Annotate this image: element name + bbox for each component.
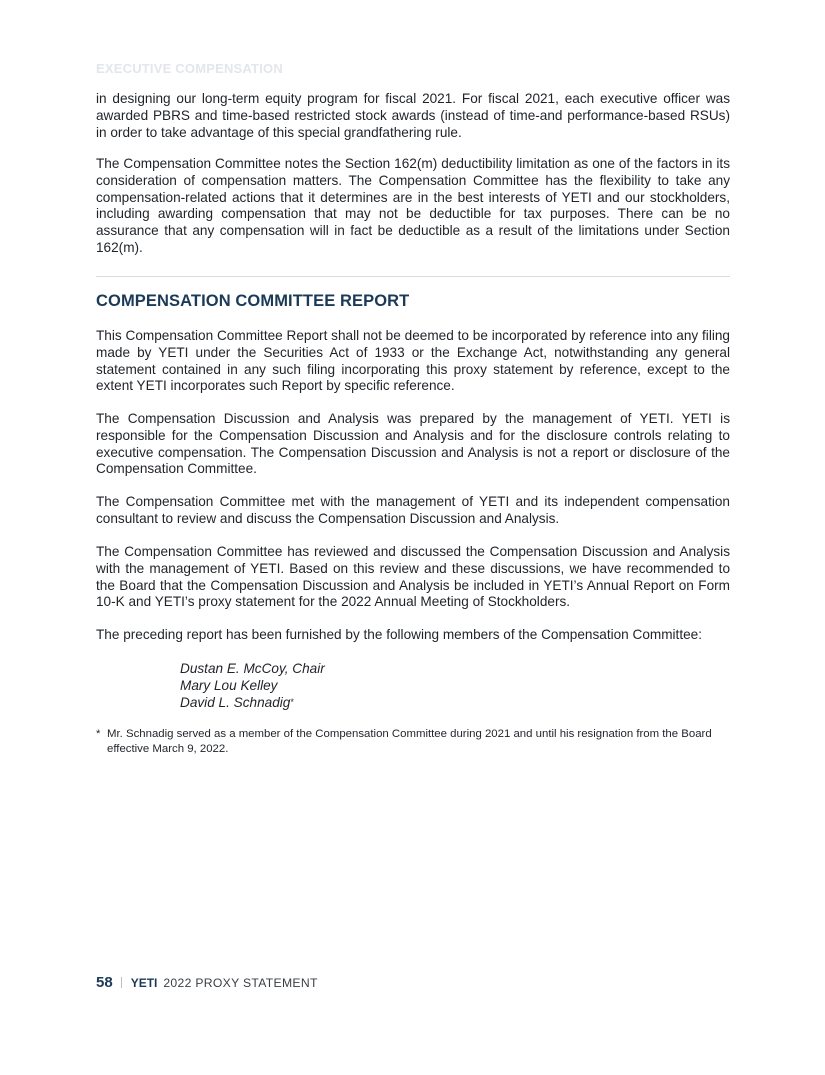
body-paragraph: The Compensation Committee notes the Section 162(m) deductibility limitation as one of the factors in its consideration of compensation matters. The Compensation Committee has the flexibility to take any compensation-related actions that it determines are in the best interests of YETI and our stockholders, including awarding compensation that may not be deductible for tax purposes. There can be no assurance that any compensation will in fact be deductible as a result of the limitations under Section 162(m). [96, 156, 730, 255]
body-paragraph: The Compensation Committee met with the management of YETI and its independent compensation consultant to review and discuss the Compensation Discussion and Analysis. [96, 494, 730, 526]
body-paragraph: The preceding report has been furnished by the following members of the Compensation Committee: [96, 627, 703, 642]
signatory: Mary Lou Kelley [180, 678, 278, 693]
signatory-name: David L. Schnadig [180, 695, 291, 710]
signatory: Dustan E. McCoy, Chair [180, 661, 325, 676]
footer-brand: YETI [130, 975, 158, 990]
body-paragraph: in designing our long-term equity program for fiscal 2021. For fiscal 2021, each executive officer was awarded PBRS and time-based restricted stock awards (instead of time-and performance-based RSUs) in order to take advantage of this special grandfathering rule. [96, 91, 730, 140]
footer-divider [121, 977, 122, 988]
signatory-list [180, 660, 325, 711]
page-footer [96, 974, 318, 991]
section-title: COMPENSATION COMMITTEE REPORT [96, 292, 410, 310]
body-paragraph: This Compensation Committee Report shall not be deemed to be incorporated by reference into any filing made by YETI under the Securities Act of 1933 or the Exchange Act, notwithstanding any general statement contained in any such filing incorporating this proxy statement by reference, except to the extent YETI incorporates such Report by specific reference. [96, 328, 730, 394]
body-paragraph: The Compensation Committee has reviewed and discussed the Compensation Discussion and Analysis with the management of YETI. Based on this review and these discussions, we have recommended to the Board that the Compensation Discussion and Analysis be included in YETI’s Annual Report on Form 10-K and YETI’s proxy statement for the 2022 Annual Meeting of Stockholders. [96, 544, 730, 610]
body-paragraph: The Compensation Discussion and Analysis was prepared by the management of YETI. YETI is responsible for the Compensation Discussion and Analysis and for the disclosure controls relating to executive compensation. The Compensation Discussion and Analysis is not a report or disclosure of the Compensation Committee. [96, 411, 730, 477]
running-head: EXECUTIVE COMPENSATION [96, 61, 283, 76]
section-divider [96, 276, 730, 277]
footnote-reference: * [290, 697, 294, 707]
footnote-mark: * [96, 728, 101, 740]
footer-doc-title: 2022 PROXY STATEMENT [163, 975, 318, 990]
footnote-text: Mr. Schnadig served as a member of the Compensation Committee during 2021 and until his resignation from the Board effective March 9, 2022. [107, 728, 712, 755]
signatory [180, 694, 325, 711]
footnote [96, 727, 730, 757]
page-number: 58 [96, 974, 113, 991]
